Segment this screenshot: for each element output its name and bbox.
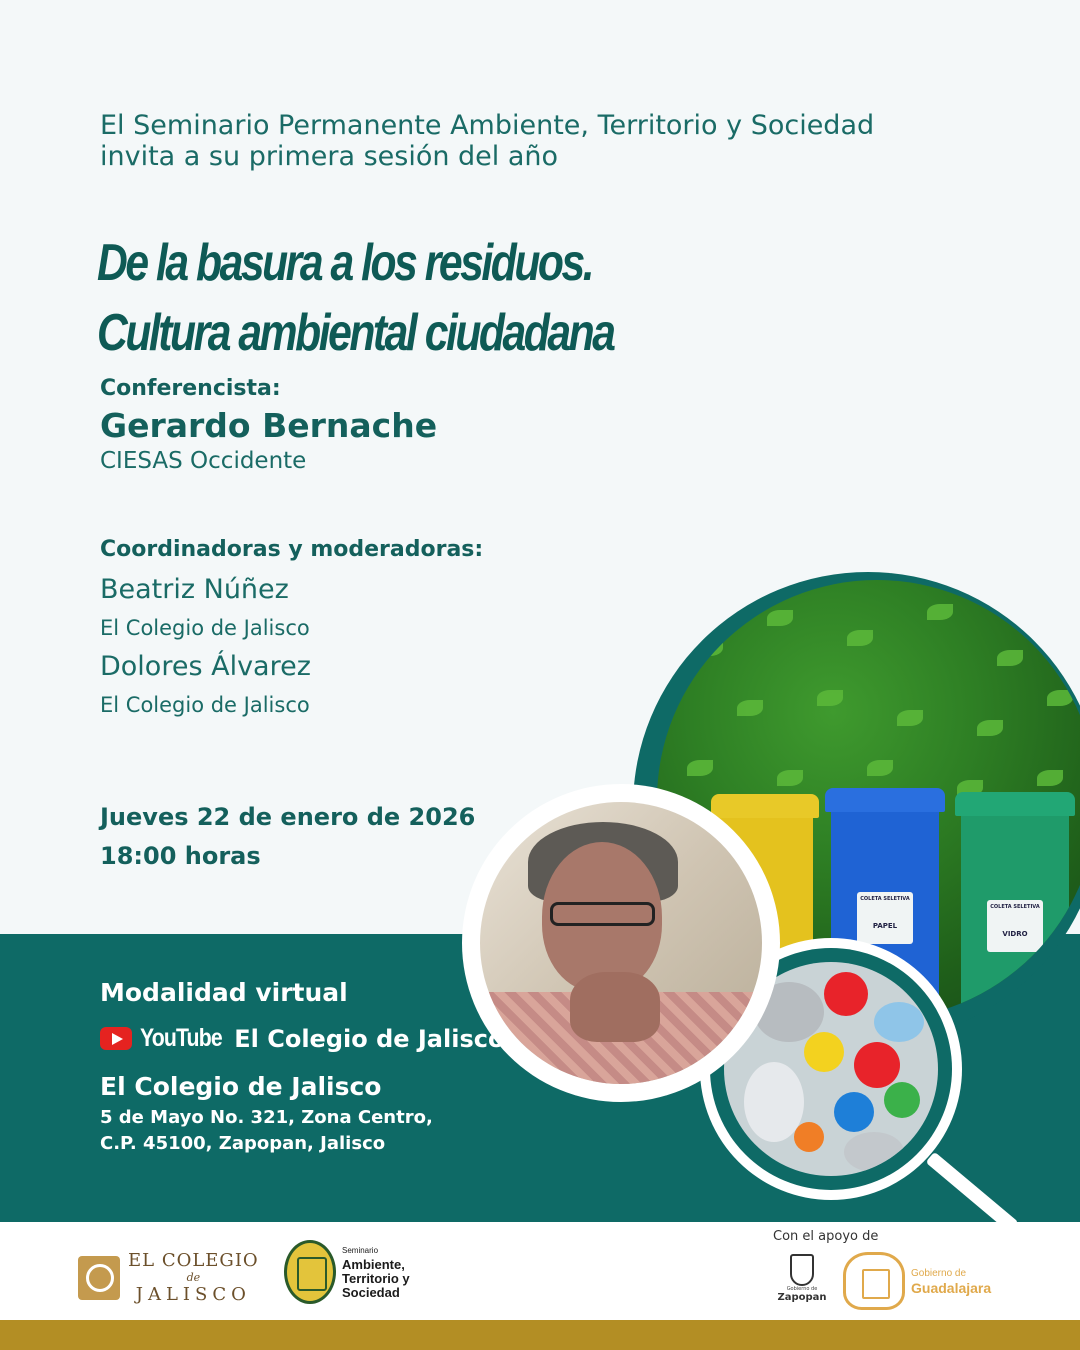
seminario-logo-line-2: Territorio y bbox=[342, 1271, 410, 1286]
vidro-label: COLETA SELETIVA VIDRO bbox=[987, 900, 1043, 952]
speaker-institution: CIESAS Occidente bbox=[100, 448, 307, 474]
colegio-logo bbox=[78, 1252, 259, 1303]
intro-text bbox=[100, 110, 1000, 172]
speaker-name: Gerardo Bernache bbox=[100, 406, 438, 445]
bottom-gold-bar bbox=[0, 1320, 1080, 1350]
youtube-wordmark: YouTube bbox=[140, 1024, 222, 1052]
coordinators-label: Coordinadoras y moderadoras: bbox=[100, 537, 484, 562]
coordinator-institution-1: El Colegio de Jalisco bbox=[100, 616, 310, 640]
title-line-1: De la basura a los residuos. bbox=[97, 234, 593, 292]
support-label: Con el apoyo de bbox=[773, 1229, 879, 1244]
seminario-logo-line-3: Sociedad bbox=[342, 1285, 400, 1300]
speaker-photo-frame bbox=[462, 784, 780, 1102]
seminario-logo-line-1: Ambiente, bbox=[342, 1257, 405, 1272]
youtube-play-icon bbox=[100, 1027, 132, 1050]
papel-caption: COLETA SELETIVA bbox=[860, 896, 910, 902]
event-time: 18:00 horas bbox=[100, 842, 261, 870]
venue-name: El Colegio de Jalisco bbox=[100, 1072, 382, 1101]
green-bin bbox=[961, 810, 1069, 1020]
venue-address-line-2: C.P. 45100, Zapopan, Jalisco bbox=[100, 1133, 386, 1154]
youtube-channel-name: El Colegio de Jalisco bbox=[234, 1024, 505, 1053]
colegio-logo-line-1: EL COLEGIO bbox=[128, 1250, 259, 1271]
event-mode: Modalidad virtual bbox=[100, 978, 348, 1007]
speaker-photo bbox=[480, 802, 762, 1084]
zapopan-logo-name: Zapopan bbox=[777, 1292, 827, 1303]
zapopan-logo-small: Gobierno de bbox=[786, 1286, 818, 1292]
venue-address-line-1: 5 de Mayo No. 321, Zona Centro, bbox=[100, 1107, 433, 1128]
zapopan-logo bbox=[776, 1254, 828, 1303]
speaker-label: Conferencista: bbox=[100, 376, 281, 401]
coordinator-name-1: Beatriz Núñez bbox=[100, 574, 289, 605]
event-date: Jueves 22 de enero de 2026 bbox=[100, 803, 476, 831]
seminario-logo-icon bbox=[284, 1240, 336, 1304]
guadalajara-logo-icon bbox=[843, 1252, 905, 1310]
coordinator-name-2: Dolores Álvarez bbox=[100, 651, 311, 682]
intro-line-2: invita a su primera sesión del año bbox=[100, 141, 559, 172]
guadalajara-logo bbox=[843, 1252, 991, 1310]
vidro-caption: COLETA SELETIVA bbox=[990, 904, 1040, 910]
colegio-logo-icon bbox=[78, 1256, 120, 1300]
intro-line-1: El Seminario Permanente Ambiente, Territorio y Sociedad bbox=[100, 110, 875, 141]
coordinator-institution-2: El Colegio de Jalisco bbox=[100, 693, 310, 717]
title-line-2: Cultura ambiental ciudadana bbox=[97, 304, 614, 362]
schedule bbox=[100, 798, 475, 876]
colegio-logo-line-3: JALISCO bbox=[135, 1284, 251, 1305]
guadalajara-logo-name: Guadalajara bbox=[911, 1280, 992, 1296]
colegio-logo-line-2: de bbox=[186, 1271, 201, 1284]
zapopan-logo-icon bbox=[790, 1254, 814, 1286]
papel-label: COLETA SELETIVA PAPEL bbox=[857, 892, 913, 944]
guadalajara-logo-small: Gobierno de bbox=[911, 1268, 967, 1279]
seminario-logo bbox=[284, 1240, 410, 1304]
event-title bbox=[97, 228, 671, 368]
youtube-link[interactable] bbox=[100, 1024, 504, 1053]
seminario-logo-small: Seminario bbox=[342, 1246, 379, 1255]
